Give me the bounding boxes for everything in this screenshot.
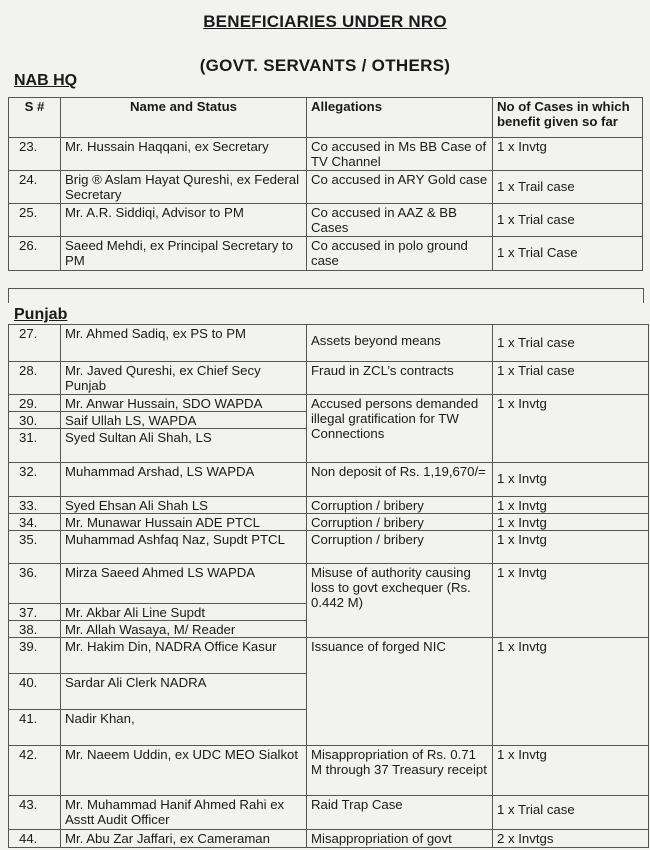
allegation: Non deposit of Rs. 1,19,670/= [307, 463, 493, 497]
header-name: Name and Status [61, 98, 307, 138]
table-row [9, 531, 649, 564]
allegation: Co accused in ARY Gold case [307, 171, 493, 204]
table-row [9, 497, 649, 514]
allegation: Co accused in Ms BB Case of TV Channel [307, 138, 493, 171]
serial-number: 44. [9, 830, 61, 848]
name-status: Muhammad Arshad, LS WAPDA [61, 463, 307, 497]
serial-number: 31. [9, 429, 61, 463]
serial-number: 43. [9, 796, 61, 830]
table-row [9, 830, 649, 848]
serial-number: 29. [9, 395, 61, 412]
cases: 1 x Invtg [493, 564, 649, 638]
name-status: Mirza Saeed Ahmed LS WAPDA [61, 564, 307, 604]
serial-number: 32. [9, 463, 61, 497]
name-status: Mr. Muhammad Hanif Ahmed Rahi ex Asstt Audit Officer [61, 796, 307, 830]
serial-number: 24. [9, 171, 61, 204]
table-row [9, 638, 649, 674]
table-row [9, 325, 649, 362]
serial-number: 25. [9, 204, 61, 237]
serial-number: 36. [9, 564, 61, 604]
serial-number: 38. [9, 621, 61, 638]
section-heading-nab-hq: NAB HQ [14, 72, 78, 89]
name-status: Muhammad Ashfaq Naz, Supdt PTCL [61, 531, 307, 564]
serial-number: 26. [9, 237, 61, 271]
allegation: Fraud in ZCL’s contracts [307, 362, 493, 395]
table-row [9, 463, 649, 497]
nab-hq-table [8, 97, 643, 271]
name-status: Mr. Abu Zar Jaffari, ex Cameraman [61, 830, 307, 848]
cases: 2 x Invtgs [493, 830, 649, 848]
allegation: Corruption / bribery [307, 514, 493, 531]
allegation: Misuse of authority causing loss to govt exchequer (Rs. 0.442 M) [307, 564, 493, 638]
table-row [9, 395, 649, 412]
table-row [9, 564, 649, 604]
serial-number: 35. [9, 531, 61, 564]
cases: 1 x Invtg [493, 138, 643, 171]
serial-number: 30. [9, 412, 61, 429]
document-subtitle: (GOVT. SERVANTS / OTHERS) [199, 56, 451, 75]
name-status: Mr. Allah Wasaya, M/ Reader [61, 621, 307, 638]
table-row [9, 796, 649, 830]
cases: 1 x Trial case [493, 204, 643, 237]
cases: 1 x Trail case [493, 171, 643, 204]
cases: 1 x Invtg [493, 638, 649, 746]
serial-number: 42. [9, 746, 61, 796]
serial-number: 37. [9, 604, 61, 621]
header-cases: No of Cases in which benefit given so far [493, 98, 643, 138]
name-status: Mr. Javed Qureshi, ex Chief Secy Punjab [61, 362, 307, 395]
name-status: Syed Ehsan Ali Shah LS [61, 497, 307, 514]
table-row [9, 746, 649, 796]
serial-number: 39. [9, 638, 61, 674]
name-status: Sardar Ali Clerk NADRA [61, 674, 307, 710]
allegation: Raid Trap Case [307, 796, 493, 830]
table-row [9, 171, 643, 204]
cases: 1 x Invtg [493, 746, 649, 796]
serial-number: 28. [9, 362, 61, 395]
cases: 1 x Trial case [493, 362, 649, 395]
name-status: Saif Ullah LS, WAPDA [61, 412, 307, 429]
cases: 1 x Invtg [493, 395, 649, 463]
section-heading-punjab: Punjab [14, 306, 68, 323]
name-status: Mr. Anwar Hussain, SDO WAPDA [61, 395, 307, 412]
table-divider-band [8, 288, 644, 303]
allegation: Corruption / bribery [307, 531, 493, 564]
name-status: Mr. Munawar Hussain ADE PTCL [61, 514, 307, 531]
name-status: Brig ® Aslam Hayat Qureshi, ex Federal Secretary [61, 171, 307, 204]
name-status: Nadir Khan, [61, 710, 307, 746]
serial-number: 34. [9, 514, 61, 531]
cases: 1 x Invtg [493, 531, 649, 564]
name-status: Saeed Mehdi, ex Principal Secretary to PM [61, 237, 307, 271]
header-sn: S # [9, 98, 61, 138]
serial-number: 40. [9, 674, 61, 710]
table-row [9, 237, 643, 271]
allegation: Accused persons demanded illegal gratification for TW Connections [307, 395, 493, 463]
name-status: Mr. Hussain Haqqani, ex Secretary [61, 138, 307, 171]
cases: 1 x Invtg [493, 463, 649, 497]
serial-number: 23. [9, 138, 61, 171]
cases: 1 x Invtg [493, 514, 649, 531]
allegation: Assets beyond means [307, 325, 493, 362]
table-row [9, 362, 649, 395]
allegation: Issuance of forged NIC [307, 638, 493, 746]
name-status: Mr. Ahmed Sadiq, ex PS to PM [61, 325, 307, 362]
serial-number: 33. [9, 497, 61, 514]
cases: 1 x Trial case [493, 325, 649, 362]
table-row [9, 204, 643, 237]
table-header-row [9, 98, 643, 138]
serial-number: 41. [9, 710, 61, 746]
name-status: Mr. A.R. Siddiqi, Advisor to PM [61, 204, 307, 237]
table-row [9, 138, 643, 171]
cases: 1 x Invtg [493, 497, 649, 514]
punjab-table [8, 324, 649, 848]
name-status: Mr. Akbar Ali Line Supdt [61, 604, 307, 621]
cases: 1 x Trial Case [493, 237, 643, 271]
allegation: Corruption / bribery [307, 497, 493, 514]
name-status: Syed Sultan Ali Shah, LS [61, 429, 307, 463]
serial-number: 27. [9, 325, 61, 362]
name-status: Mr. Naeem Uddin, ex UDC MEO Sialkot [61, 746, 307, 796]
allegation: Misappropriation of Rs. 0.71 M through 37 Treasury receipt [307, 746, 493, 796]
allegation: Co accused in polo ground case [307, 237, 493, 271]
header-allegations: Allegations [307, 98, 493, 138]
allegation: Misappropriation of govt [307, 830, 493, 848]
allegation: Co accused in AAZ & BB Cases [307, 204, 493, 237]
document-title: BENEFICIARIES UNDER NRO [203, 12, 447, 31]
name-status: Mr. Hakim Din, NADRA Office Kasur [61, 638, 307, 674]
cases: 1 x Trial case [493, 796, 649, 830]
table-row [9, 514, 649, 531]
